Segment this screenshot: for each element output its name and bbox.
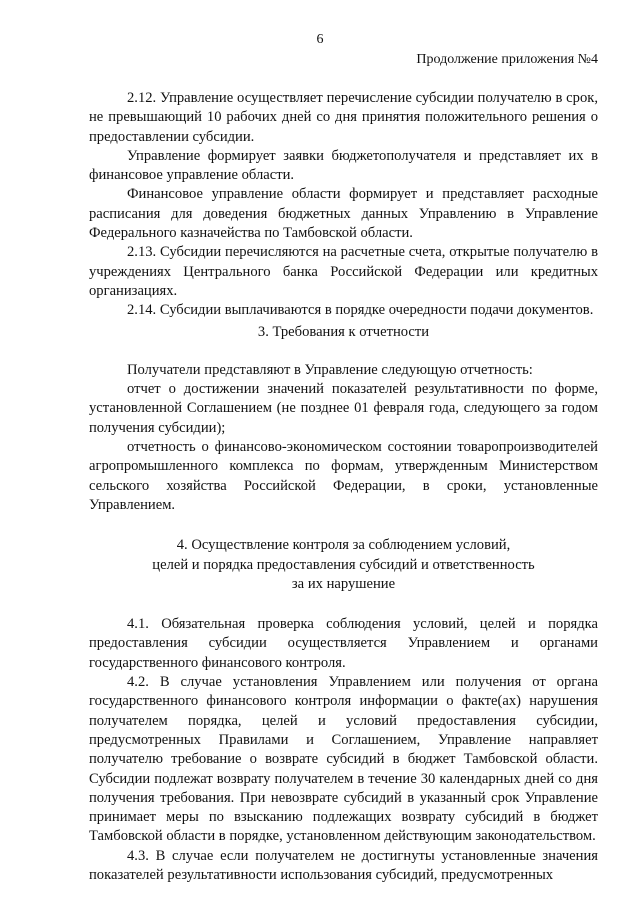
paragraph-2-13: 2.13. Субсидии перечисляются на расчетные счета, открытые получателю в учреждениях Центрального банка Российской Федерации или кредитных организациях. xyxy=(89,244,598,299)
paragraph-4-3: 4.3. В случае если получателем не достигнуты установленные значения показателей результативности использования субсидий, предусмотренных xyxy=(89,847,598,883)
section-4-heading-line-1: 4. Осуществление контроля за соблюдением условий, xyxy=(176,537,511,554)
section-3-report-results: отчет о достижении значений показателей результативности по форме, установленной Соглашением (не позднее 01 февраля года, следующего за годом получения субсидии); xyxy=(89,381,598,436)
paragraph-2-12-requests: Управление формирует заявки бюджетополучателя и представляет их в финансовое управление области. xyxy=(89,147,598,184)
paragraph-2-12-schedules: Финансовое управление области формирует и представляет расходные расписания для доведения бюджетных данных Управлению в Управление Федерального казначейства по Тамбовской области. xyxy=(89,186,598,242)
paragraph-2-14: 2.14. Субсидии выплачиваются в порядке очередности подачи документов. xyxy=(127,302,594,319)
section-3-intro: Получатели представляют в Управление следующую отчетность: xyxy=(127,361,533,378)
section-4-heading-line-2: целей и порядка предоставления субсидий и ответственность xyxy=(152,556,535,573)
paragraph-2-12: 2.12. Управление осуществляет перечисление субсидии получателю в срок, не превышающий 10 рабочих дней со дня принятия положительного решения о предоставлении субсидии. xyxy=(89,90,598,145)
section-3-report-financial: отчетность о финансово-экономическом состоянии товаропроизводителей агропромышленного комплекса по формам, утвержденным Министерством сельского хозяйства Российской Федерации, в сроки, установленные Управлением. xyxy=(89,439,598,513)
paragraph-4-2: 4.2. В случае установления Управлением или получения от органа государственного финансового контроля информации о факте(ах) нарушения получателем порядка, целей и условий предоставления субсидии, предусмотренных Правилами и Соглашением, Управление направляет получателю требование о возврате субсидий в бюджет Тамбовской области. Субсидии подлежат возврату получателем в течение 30 календарных дней со дня получения требования. При невозврате субсидий в указанный срок Управление принимает меры по взысканию подлежащих возврату субсидий в бюджет Тамбовской области в порядке, установленном действующим законодательством. xyxy=(89,674,598,845)
page-number: 6 xyxy=(316,32,324,47)
document-body xyxy=(89,89,598,885)
section-4-heading-line-3: за их нарушение xyxy=(291,575,396,592)
paragraph-4-1: 4.1. Обязательная проверка соблюдения условий, целей и порядка предоставления субсидии осуществляется Управлением и органами государственного финансового контроля. xyxy=(89,616,598,671)
section-3-heading: 3. Требования к отчетности xyxy=(257,323,430,340)
appendix-label: Продолжение приложения №4 xyxy=(416,52,598,67)
